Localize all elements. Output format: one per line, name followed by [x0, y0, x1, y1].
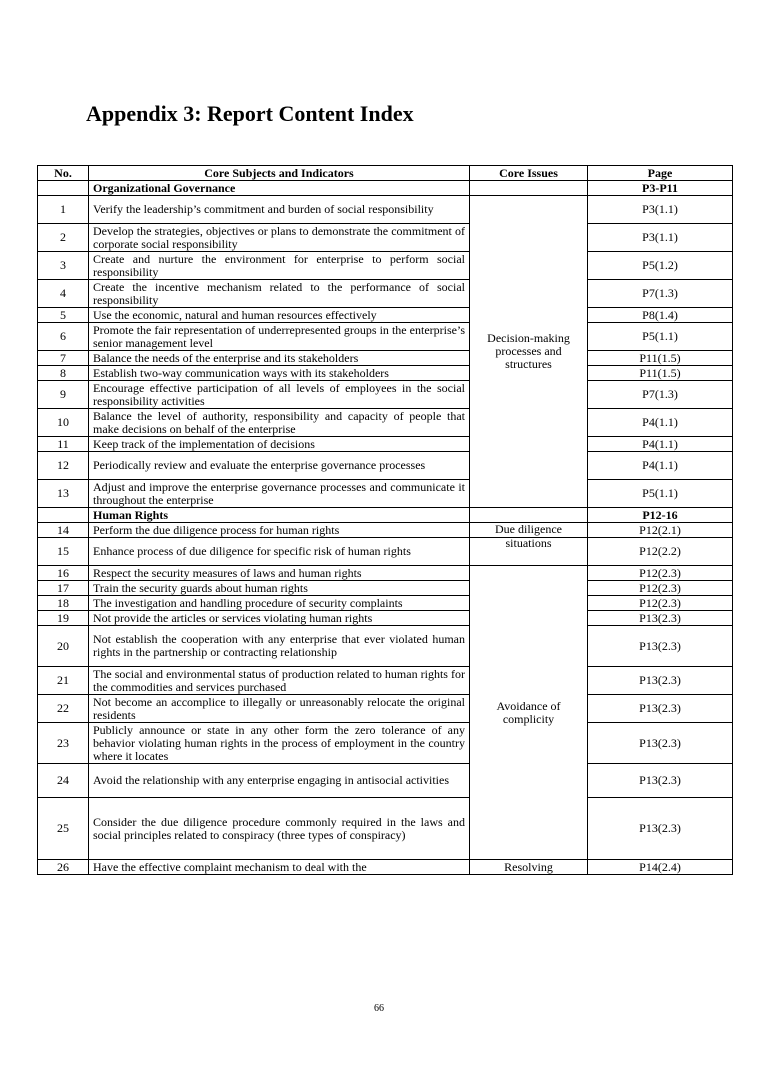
table-row [38, 308, 733, 323]
section-no-cell [38, 508, 89, 523]
core-issue [470, 523, 588, 538]
indicator-text: Encourage effective participation of all levels of employees in the social responsibility activities [89, 381, 470, 409]
indicator-text: Consider the due diligence procedure commonly required in the laws and social principles related to conspiracy (three types of conspiracy) [89, 798, 470, 860]
content-index-table [37, 165, 733, 875]
page-ref: P14(2.4) [588, 860, 733, 875]
core-issue-label: Resolving [504, 859, 553, 874]
table-row [38, 860, 733, 875]
section-issue-cell [470, 508, 588, 523]
page-ref: P13(2.3) [588, 695, 733, 723]
page-ref: P7(1.3) [588, 280, 733, 308]
indicator-text: Enhance process of due diligence for specific risk of human rights [89, 538, 470, 566]
table-row [38, 695, 733, 723]
indicator-text: Periodically review and evaluate the enterprise governance processes [89, 452, 470, 480]
table-row [38, 596, 733, 611]
table-row [38, 196, 733, 224]
page-ref: P3(1.1) [588, 196, 733, 224]
page-ref: P8(1.4) [588, 308, 733, 323]
header-no: No. [38, 166, 89, 181]
row-number: 15 [38, 538, 89, 566]
page-ref: P13(2.3) [588, 723, 733, 764]
row-number: 20 [38, 626, 89, 667]
table-row [38, 667, 733, 695]
table-row [38, 723, 733, 764]
indicator-text: Keep track of the implementation of decisions [89, 437, 470, 452]
page-ref: P5(1.1) [588, 480, 733, 508]
table-row [38, 480, 733, 508]
page-number: 66 [374, 1003, 384, 1014]
indicator-text: Perform the due diligence process for human rights [89, 523, 470, 538]
row-number: 9 [38, 381, 89, 409]
row-number: 24 [38, 764, 89, 798]
row-number: 23 [38, 723, 89, 764]
core-issue-label: Avoidance of complicity [496, 698, 561, 726]
row-number: 7 [38, 351, 89, 366]
page-ref: P13(2.3) [588, 764, 733, 798]
page-ref: P11(1.5) [588, 351, 733, 366]
page-ref: P12(2.3) [588, 566, 733, 581]
indicator-text: Establish two-way communication ways with its stakeholders [89, 366, 470, 381]
page-ref: P12(2.2) [588, 538, 733, 566]
table-row [38, 538, 733, 566]
header-issue: Core Issues [470, 166, 588, 181]
page-ref: P13(2.3) [588, 611, 733, 626]
table-row [38, 581, 733, 596]
row-number: 6 [38, 323, 89, 351]
table-row [38, 764, 733, 798]
indicator-text: Avoid the relationship with any enterprise engaging in antisocial activities [89, 764, 470, 798]
page-ref: P3(1.1) [588, 224, 733, 252]
table-row [38, 280, 733, 308]
page-ref: P12(2.1) [588, 523, 733, 538]
indicator-text: Have the effective complaint mechanism to deal with the [89, 860, 470, 875]
row-number: 11 [38, 437, 89, 452]
section-row [38, 508, 733, 523]
indicator-text: Adjust and improve the enterprise governance processes and communicate it throughout the enterprise [89, 480, 470, 508]
row-number: 16 [38, 566, 89, 581]
indicator-text: Respect the security measures of laws and human rights [89, 566, 470, 581]
row-number: 19 [38, 611, 89, 626]
row-number: 4 [38, 280, 89, 308]
page-ref: P13(2.3) [588, 626, 733, 667]
page-ref: P4(1.1) [588, 409, 733, 437]
page-ref: P7(1.3) [588, 381, 733, 409]
row-number: 8 [38, 366, 89, 381]
table-row [38, 523, 733, 538]
core-issue-label: situations [505, 537, 552, 550]
table-row [38, 323, 733, 351]
section-page: P12-16 [588, 508, 733, 523]
row-number: 5 [38, 308, 89, 323]
table-row [38, 381, 733, 409]
indicator-text: Use the economic, natural and human resources effectively [89, 308, 470, 323]
header-subject: Core Subjects and Indicators [89, 166, 470, 181]
row-number: 17 [38, 581, 89, 596]
page-ref: P12(2.3) [588, 596, 733, 611]
indicator-text: Create and nurture the environment for enterprise to perform social responsibility [89, 252, 470, 280]
page-ref: P13(2.3) [588, 667, 733, 695]
row-number: 2 [38, 224, 89, 252]
row-number: 13 [38, 480, 89, 508]
section-no-cell [38, 181, 89, 196]
row-number: 21 [38, 667, 89, 695]
table-row [38, 798, 733, 860]
indicator-text: Train the security guards about human rights [89, 581, 470, 596]
section-page: P3-P11 [588, 181, 733, 196]
page-ref: P4(1.1) [588, 437, 733, 452]
table-row [38, 252, 733, 280]
indicator-text: Publicly announce or state in any other form the zero tolerance of any behavior violating human rights in the process of employment in the country where it locates [89, 723, 470, 764]
table-header-row [38, 166, 733, 181]
core-issue [470, 196, 588, 508]
table-body [38, 181, 733, 875]
indicator-text: Verify the leadership’s commitment and burden of social responsibility [89, 196, 470, 224]
table-row [38, 437, 733, 452]
core-issue-label: Due diligence [495, 522, 562, 536]
page-ref: P4(1.1) [588, 452, 733, 480]
core-issue [470, 566, 588, 860]
indicator-text: Create the incentive mechanism related to the performance of social responsibility [89, 280, 470, 308]
section-title: Organizational Governance [89, 181, 470, 196]
indicator-text: The investigation and handling procedure of security complaints [89, 596, 470, 611]
page-ref: P11(1.5) [588, 366, 733, 381]
section-row [38, 181, 733, 196]
indicator-text: Not provide the articles or services violating human rights [89, 611, 470, 626]
table-row [38, 452, 733, 480]
table-row [38, 626, 733, 667]
table-row [38, 366, 733, 381]
page-title: Appendix 3: Report Content Index [86, 101, 414, 126]
page-ref: P5(1.1) [588, 323, 733, 351]
indicator-text: Balance the needs of the enterprise and its stakeholders [89, 351, 470, 366]
indicator-text: Promote the fair representation of underrepresented groups in the enterprise’s senior management level [89, 323, 470, 351]
core-issue [470, 538, 588, 566]
indicator-text: Balance the level of authority, responsibility and capacity of people that make decisions on behalf of the enterprise [89, 409, 470, 437]
table-row [38, 224, 733, 252]
row-number: 22 [38, 695, 89, 723]
section-title: Human Rights [89, 508, 470, 523]
table-row [38, 409, 733, 437]
row-number: 10 [38, 409, 89, 437]
row-number: 14 [38, 523, 89, 538]
header-page: Page [588, 166, 733, 181]
table-row [38, 351, 733, 366]
table-row [38, 611, 733, 626]
indicator-text: Not become an accomplice to illegally or unreasonably relocate the original residents [89, 695, 470, 723]
indicator-text: Not establish the cooperation with any enterprise that ever violated human rights in the partnership or contracting relationship [89, 626, 470, 667]
page-ref: P13(2.3) [588, 798, 733, 860]
section-issue-cell [470, 181, 588, 196]
page-ref: P12(2.3) [588, 581, 733, 596]
row-number: 26 [38, 860, 89, 875]
row-number: 1 [38, 196, 89, 224]
indicator-text: Develop the strategies, objectives or plans to demonstrate the commitment of corporate social responsibility [89, 224, 470, 252]
row-number: 12 [38, 452, 89, 480]
core-issue [470, 860, 588, 875]
page-ref: P5(1.2) [588, 252, 733, 280]
core-issue-label: Decision-making processes and structures [487, 331, 570, 371]
row-number: 3 [38, 252, 89, 280]
row-number: 18 [38, 596, 89, 611]
indicator-text: The social and environmental status of production related to human rights for the commodities and services purchased [89, 667, 470, 695]
row-number: 25 [38, 798, 89, 860]
table-row [38, 566, 733, 581]
